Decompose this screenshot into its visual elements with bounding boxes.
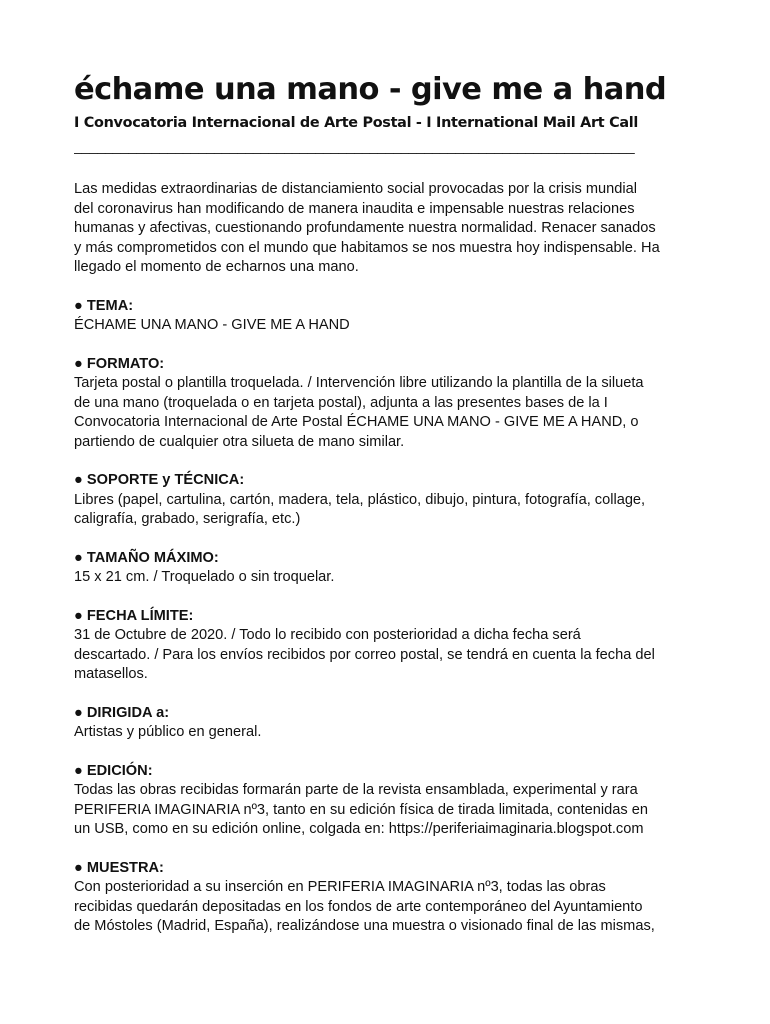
section-body	[74, 374, 704, 452]
bullet-icon: ●	[74, 297, 83, 314]
section-body	[74, 568, 704, 588]
document-body	[74, 180, 704, 956]
bullet-icon: ●	[74, 704, 83, 721]
bullet-icon: ●	[74, 607, 83, 624]
section-body	[74, 781, 704, 840]
section-heading-text: EDICIÓN:	[86, 762, 153, 779]
section-line: caligrafía, grabado, serigrafía, etc.)	[74, 511, 301, 527]
section-heading-text: FECHA LÍMITE:	[86, 607, 194, 624]
intro-line: Las medidas extraordinarias de distanciamiento social provocadas por la crisis mundial	[74, 181, 637, 197]
section-heading	[74, 607, 704, 627]
section-heading-text: FORMATO:	[86, 355, 165, 372]
section-line: Artistas y público en general.	[74, 724, 262, 740]
section-heading-text: TEMA:	[86, 297, 134, 314]
section-dirigida	[74, 704, 704, 743]
section-heading	[74, 549, 704, 569]
section-edicion	[74, 762, 704, 840]
section-heading	[74, 355, 704, 375]
section-line: de una mano (troquelada o en tarjeta postal), adjunta a las presentes bases de la I	[74, 394, 608, 411]
section-line: 15 x 21 cm. / Troquelado o sin troquelar.	[74, 569, 335, 585]
section-soporte-tecnica	[74, 471, 704, 530]
bullet-icon: ●	[74, 762, 83, 779]
section-line: descartado. / Para los envíos recibidos por correo postal, se tendrá en cuenta la fecha del	[74, 646, 655, 663]
bullet-icon: ●	[74, 355, 83, 372]
section-heading	[74, 471, 704, 491]
section-line: ÉCHAME UNA MANO - GIVE ME A HAND	[74, 317, 350, 333]
document-subtitle: I Convocatoria Internacional de Arte Postal - I International Mail Art Call	[74, 115, 639, 131]
section-tamano-maximo	[74, 549, 704, 588]
bullet-icon: ●	[74, 549, 83, 566]
section-line: partiendo de cualquier otra silueta de mano similar.	[74, 433, 405, 450]
section-line: Convocatoria Internacional de Arte Postal ÉCHAME UNA MANO - GIVE ME A HAND, o	[74, 414, 639, 430]
section-line: 31 de Octubre de 2020. / Todo lo recibido con posterioridad a dicha fecha será	[74, 627, 581, 643]
section-body	[74, 491, 704, 530]
section-body	[74, 723, 704, 743]
bullet-icon: ●	[74, 859, 83, 876]
section-tema	[74, 297, 704, 336]
section-muestra	[74, 859, 704, 937]
section-body	[74, 316, 704, 336]
section-heading	[74, 762, 704, 782]
document-title: échame una mano - give me a hand	[74, 72, 667, 107]
section-line: Todas las obras recibidas formarán parte de la revista ensamblada, experimental y rara	[74, 782, 638, 798]
section-line: Tarjeta postal o plantilla troquelada. / Intervención libre utilizando la plantilla de la silueta	[74, 375, 644, 391]
section-heading	[74, 859, 704, 879]
section-heading-text: TAMAÑO MÁXIMO:	[86, 549, 219, 566]
section-heading-text: SOPORTE y TÉCNICA:	[86, 472, 245, 488]
intro-line: llegado el momento de echarnos una mano.	[74, 259, 359, 275]
section-heading-text: MUESTRA:	[86, 859, 164, 876]
section-heading-text: DIRIGIDA a:	[86, 704, 170, 721]
section-line: un USB, como en su edición online, colgada en: https://periferiaimaginaria.blogspot.com	[74, 821, 644, 837]
intro-line: humanas y afectivas, cuestionando profundamente nuestra normalidad. Renacer sanados	[74, 220, 656, 236]
section-body	[74, 878, 704, 937]
section-heading	[74, 297, 704, 317]
section-body	[74, 626, 704, 685]
bullet-icon: ●	[74, 472, 83, 488]
intro-line: del coronavirus han modificando de manera inaudita e impensable nuestras relaciones	[74, 200, 635, 217]
intro-paragraph	[74, 180, 704, 278]
section-line: PERIFERIA IMAGINARIA nº3, tanto en su edición física de tirada limitada, contenidas en	[74, 801, 648, 818]
section-line: Libres (papel, cartulina, cartón, madera, tela, plástico, dibujo, pintura, fotografía, collage,	[74, 491, 646, 508]
separator-line: ________________________________________________________________________	[74, 138, 635, 154]
section-fecha-limite	[74, 607, 704, 685]
section-formato	[74, 355, 704, 453]
section-heading	[74, 704, 704, 724]
section-line: Con posterioridad a su inserción en PERIFERIA IMAGINARIA nº3, todas las obras	[74, 879, 606, 895]
section-line: de Móstoles (Madrid, España), realizándose una muestra o visionado final de las mismas,	[74, 918, 655, 934]
intro-line: y más comprometidos con el mundo que habitamos se nos muestra hoy indispensable. Ha	[74, 239, 660, 256]
section-line: recibidas quedarán depositadas en los fondos de arte contemporáneo del Ayuntamiento	[74, 898, 643, 915]
section-line: matasellos.	[74, 666, 148, 682]
